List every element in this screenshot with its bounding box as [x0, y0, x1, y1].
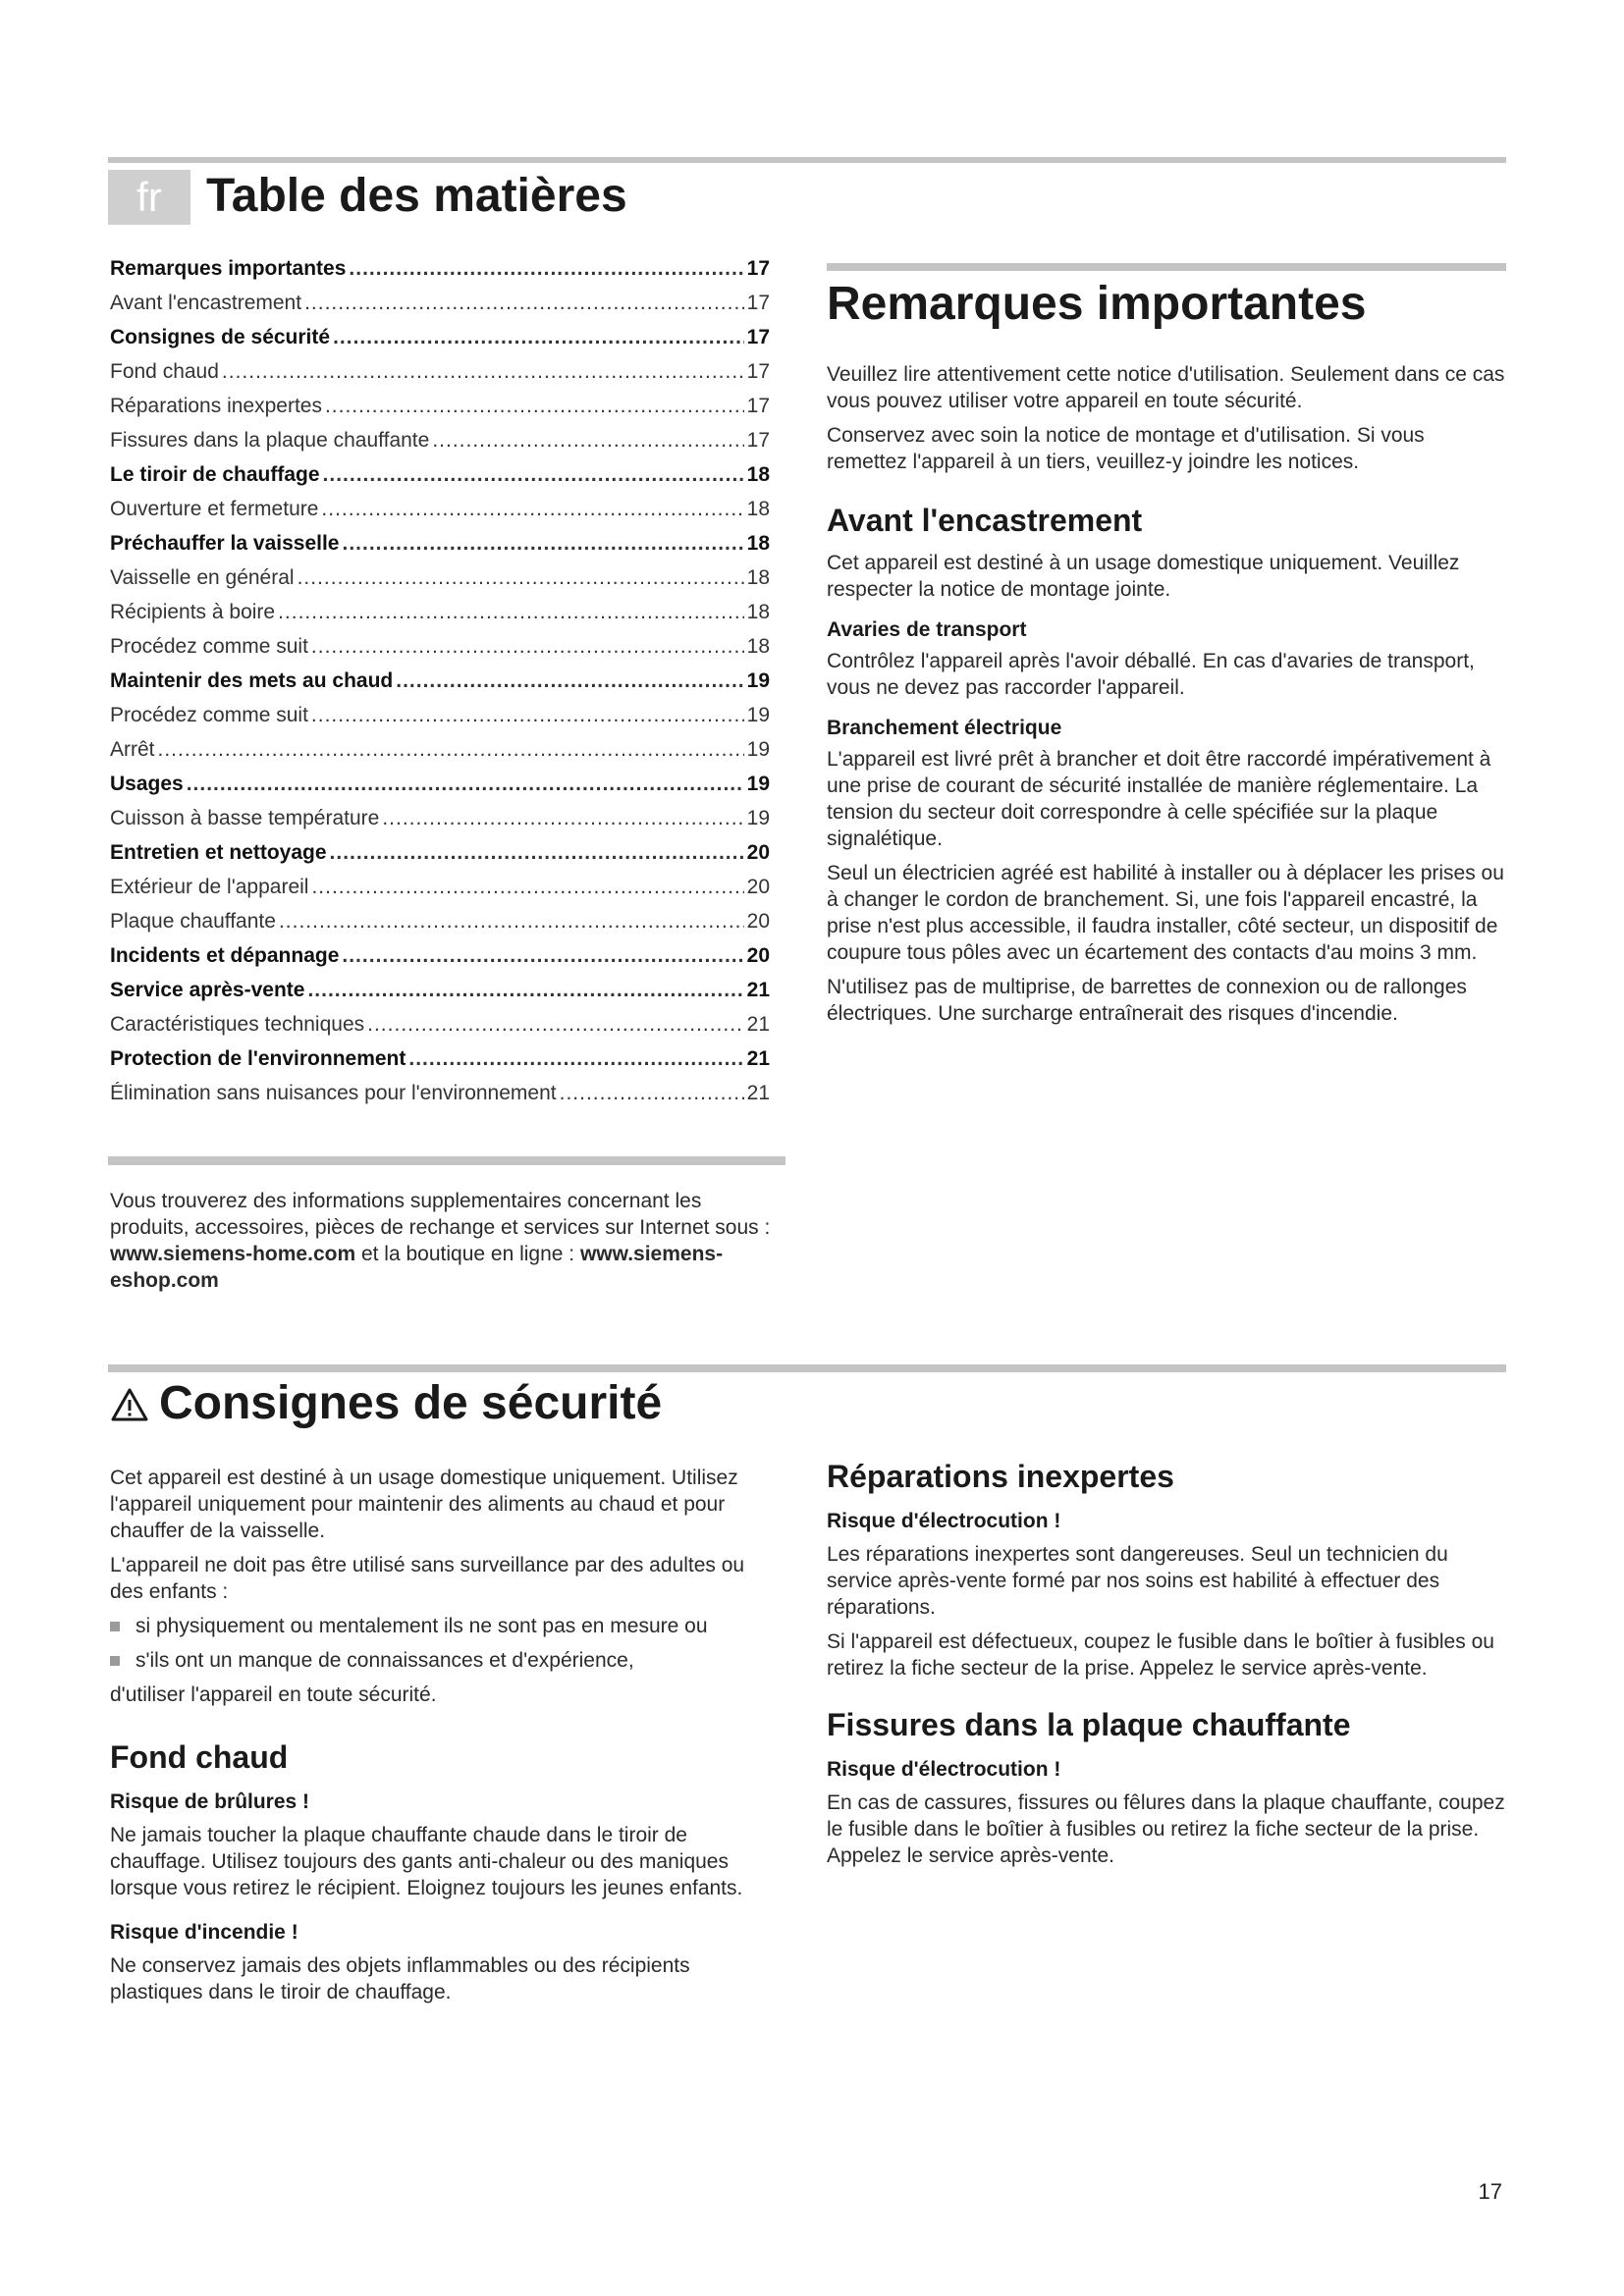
- toc-entry[interactable]: [110, 601, 770, 635]
- toc-entry-page: 19: [746, 773, 770, 795]
- toc-entry-page: 19: [746, 669, 770, 692]
- toc-title: Table des matières: [206, 170, 627, 222]
- toc-entry[interactable]: [110, 532, 770, 566]
- toc-entry-label: Avant l'encastrement: [110, 292, 302, 314]
- securite-left-column: [110, 1465, 778, 2013]
- toc-dot-leader: [222, 360, 744, 384]
- toc-entry[interactable]: [110, 773, 770, 807]
- toc-entry-label: Arrêt: [110, 738, 155, 761]
- toc-dot-leader: [408, 1047, 743, 1071]
- list-item: [110, 1613, 778, 1639]
- toc-entry[interactable]: [110, 979, 770, 1013]
- fissures-heading: Fissures dans la plaque chauffante: [827, 1707, 1351, 1742]
- website-link[interactable]: www.siemens-home.com: [110, 1243, 356, 1265]
- brulures-heading: Risque de brûlures !: [110, 1790, 310, 1813]
- branchement-paragraph-1: L'appareil est livré prêt à brancher et doit être raccordé impérativement à une prise de courant de sécurité installée de manière réglementaire. La tension du secteur doit correspondre à celle spécifiée sur la plaque signalétique.: [827, 748, 1491, 850]
- securite-rule: [108, 1364, 1506, 1372]
- toc-entry-page: 19: [746, 738, 770, 761]
- toc-entry[interactable]: [110, 566, 770, 601]
- electrocution-heading-2: Risque d'électrocution !: [827, 1758, 1061, 1781]
- avaries-paragraph: Contrôlez l'appareil après l'avoir déballé. En cas d'avaries de transport, vous ne devez pas raccorder l'appareil.: [827, 650, 1475, 699]
- incendie-heading: Risque d'incendie !: [110, 1921, 298, 1944]
- toc-dot-leader: [367, 1013, 744, 1037]
- remarques-rule: [827, 263, 1506, 271]
- securite-paragraph-1: Cet appareil est destiné à un usage domestique uniquement. Utilisez l'appareil uniquement pour maintenir des aliments au chaud et pour chauffer de la vaisselle.: [110, 1467, 738, 1542]
- toc-entry-label: Protection de l'environnement: [110, 1047, 406, 1070]
- toc-entry-label: Remarques importantes: [110, 257, 347, 280]
- toc-dot-leader: [330, 841, 744, 865]
- toc-dot-leader: [342, 532, 743, 556]
- remarques-title: Remarques importantes: [827, 278, 1367, 330]
- toc-dot-leader: [342, 944, 743, 968]
- toc-entry-label: Consignes de sécurité: [110, 326, 331, 348]
- toc-entry-page: 20: [746, 841, 770, 864]
- toc-entry[interactable]: [110, 463, 770, 498]
- language-badge: fr: [108, 170, 190, 225]
- top-rule: [108, 157, 1506, 163]
- reparations-paragraph-1: Les réparations inexpertes sont dangereuses. Seul un technicien du service après-vente formé par nos soins est habilité à effectuer des réparations.: [827, 1543, 1448, 1619]
- toc-entry[interactable]: [110, 910, 770, 944]
- toc-entry-label: Plaque chauffante: [110, 910, 276, 933]
- toc-entry[interactable]: [110, 1013, 770, 1047]
- toc-entry[interactable]: [110, 1082, 770, 1116]
- toc-entry[interactable]: [110, 841, 770, 876]
- toc-entry-label: Récipients à boire: [110, 601, 276, 623]
- toc-dot-leader: [158, 738, 744, 762]
- toc-entry-page: 17: [746, 395, 770, 417]
- toc-entry[interactable]: [110, 292, 770, 326]
- toc-entry-label: Entretien et nettoyage: [110, 841, 327, 864]
- list-item-text: s'ils ont un manque de connaissances et d'expérience,: [135, 1649, 634, 1672]
- brulures-paragraph: Ne jamais toucher la plaque chauffante chaude dans le tiroir de chauffage. Utilisez toujours des gants anti-chaleur ou des maniques lorsque vous retirez le récipient. Eloignez toujours les jeunes enfants.: [110, 1824, 743, 1899]
- toc-dot-leader: [321, 498, 743, 521]
- securite-paragraph-3: d'utiliser l'appareil en toute sécurité.: [110, 1683, 437, 1706]
- toc-dot-leader: [349, 257, 743, 281]
- toc-entry-page: 17: [746, 292, 770, 314]
- toc-entry-label: Service après-vente: [110, 979, 305, 1001]
- info-text-before: Vous trouverez des informations supplementaires concernant les produits, accessoires, pièces de rechange et services sur Internet sous :: [110, 1190, 771, 1239]
- toc-dot-leader: [325, 395, 744, 418]
- toc-dot-leader: [382, 807, 743, 830]
- toc-dot-leader: [333, 326, 744, 349]
- securite-paragraph-2: L'appareil ne doit pas être utilisé sans surveillance par des adultes ou des enfants :: [110, 1554, 745, 1603]
- reparations-paragraph-2: Si l'appareil est défectueux, coupez le fusible dans le boîtier à fusibles ou retirez la fiche secteur de la prise. Appelez le service après-vente.: [827, 1630, 1494, 1680]
- toc-entry[interactable]: [110, 876, 770, 910]
- toc-entry-label: Cuisson à basse température: [110, 807, 380, 829]
- toc-dot-leader: [307, 979, 743, 1002]
- toc-dot-leader: [311, 876, 743, 899]
- toc-entry[interactable]: [110, 257, 770, 292]
- securite-title: [110, 1374, 662, 1433]
- toc-entry-label: Le tiroir de chauffage: [110, 463, 320, 486]
- toc-entry-page: 18: [746, 635, 770, 658]
- toc-entry-page: 17: [746, 360, 770, 383]
- toc-entry-label: Préchauffer la vaisselle: [110, 532, 340, 555]
- avaries-heading: Avaries de transport: [827, 618, 1027, 641]
- electrocution-heading-1: Risque d'électrocution !: [827, 1510, 1061, 1532]
- bullet-square-icon: [110, 1656, 120, 1666]
- toc-dot-leader: [278, 601, 744, 624]
- page-number: 17: [1478, 2179, 1502, 2204]
- toc-entry-page: 18: [746, 498, 770, 520]
- remarques-paragraph-1: Veuillez lire attentivement cette notice d'utilisation. Seulement dans ce cas vous pouvez utiliser votre appareil en toute sécurité.: [827, 363, 1505, 412]
- toc-entry-page: 18: [746, 566, 770, 589]
- remarques-paragraph-2: Conservez avec soin la notice de montage et d'utilisation. Si vous remettez l'appareil à un tiers, veuillez-y joindre les notices.: [827, 424, 1425, 473]
- branchement-heading: Branchement électrique: [827, 717, 1062, 739]
- toc-entry-page: 20: [746, 944, 770, 967]
- toc-entry-page: 21: [746, 979, 770, 1001]
- toc-dot-leader: [323, 463, 744, 487]
- toc-entry-page: 18: [746, 601, 770, 623]
- branchement-paragraph-2: Seul un électricien agréé est habilité à installer ou à déplacer les prises ou à changer le cordon de branchement. Si, une fois l'appareil encastré, la prise n'est plus accessible, il faudra installer, côté secteur, un dispositif de coupure tous pôles avec un écartement des contacts d'au moins 3 mm.: [827, 862, 1504, 964]
- toc-entry-page: 20: [746, 876, 770, 898]
- eshop-link[interactable]: www.siemens-eshop.com: [110, 1243, 724, 1292]
- toc-entry-label: Maintenir des mets au chaud: [110, 669, 394, 692]
- toc-entry-label: Fissures dans la plaque chauffante: [110, 429, 430, 452]
- toc-bottom-rule: [108, 1156, 785, 1165]
- toc-entry[interactable]: [110, 669, 770, 704]
- toc-entry-label: Usages: [110, 773, 184, 795]
- toc-entry[interactable]: [110, 1047, 770, 1082]
- toc-entry-label: Vaisselle en général: [110, 566, 295, 589]
- toc-dot-leader: [187, 773, 744, 796]
- toc-dot-leader: [432, 429, 743, 453]
- toc-dot-leader: [279, 910, 744, 934]
- toc-entry[interactable]: [110, 738, 770, 773]
- info-block: [110, 1188, 778, 1302]
- toc-entry-label: Extérieur de l'appareil: [110, 876, 309, 898]
- list-item: [110, 1647, 778, 1674]
- avant-encastrement-paragraph: Cet appareil est destiné à un usage domestique uniquement. Veuillez respecter la notice de montage jointe.: [827, 552, 1460, 601]
- toc-dot-leader: [311, 704, 744, 727]
- toc-entry-label: Incidents et dépannage: [110, 944, 340, 967]
- toc-entry-label: Procédez comme suit: [110, 635, 308, 658]
- toc-entry-page: 17: [746, 429, 770, 452]
- reparations-heading: Réparations inexpertes: [827, 1459, 1174, 1494]
- securite-right-column: [827, 1457, 1506, 1877]
- toc-entry[interactable]: [110, 395, 770, 429]
- toc-entry-label: Fond chaud: [110, 360, 219, 383]
- fissures-paragraph: En cas de cassures, fissures ou fêlures dans la plaque chauffante, coupez le fusible dans le boîtier à fusibles ou retirez la fiche secteur de la prise. Appelez le service après-vente.: [827, 1791, 1505, 1867]
- toc-dot-leader: [298, 566, 744, 590]
- toc-entry[interactable]: [110, 944, 770, 979]
- table-of-contents: [110, 257, 770, 1116]
- toc-entry-page: 20: [746, 910, 770, 933]
- toc-entry[interactable]: [110, 704, 770, 738]
- incendie-paragraph: Ne conservez jamais des objets inflammables ou des récipients plastiques dans le tiroir de chauffage.: [110, 1954, 690, 2003]
- avant-encastrement-heading: Avant l'encastrement: [827, 503, 1143, 538]
- list-item-text: si physiquement ou mentalement ils ne sont pas en mesure ou: [135, 1615, 708, 1637]
- toc-entry-page: 19: [746, 807, 770, 829]
- securite-title-text: Consignes de sécurité: [159, 1377, 663, 1429]
- toc-entry[interactable]: [110, 360, 770, 395]
- toc-entry[interactable]: [110, 326, 770, 360]
- toc-entry-label: Réparations inexpertes: [110, 395, 322, 417]
- remarques-column: [827, 361, 1506, 1035]
- info-paragraph: [110, 1188, 778, 1294]
- toc-entry-label: Ouverture et fermeture: [110, 498, 319, 520]
- toc-entry-page: 17: [746, 257, 770, 280]
- toc-entry-page: 18: [746, 463, 770, 486]
- toc-dot-leader: [560, 1082, 744, 1105]
- toc-entry-page: 21: [746, 1013, 770, 1036]
- toc-dot-leader: [304, 292, 744, 315]
- toc-entry[interactable]: [110, 807, 770, 841]
- info-text-mid: et la boutique en ligne :: [355, 1243, 580, 1265]
- toc-entry-label: Élimination sans nuisances pour l'environnement: [110, 1082, 557, 1104]
- toc-entry-page: 21: [746, 1047, 770, 1070]
- toc-entry-page: 18: [746, 532, 770, 555]
- toc-dot-leader: [311, 635, 744, 659]
- toc-entry-label: Procédez comme suit: [110, 704, 308, 726]
- toc-entry[interactable]: [110, 498, 770, 532]
- toc-entry-page: 19: [746, 704, 770, 726]
- fond-chaud-heading: Fond chaud: [110, 1739, 289, 1775]
- toc-entry[interactable]: [110, 429, 770, 463]
- branchement-paragraph-3: N'utilisez pas de multiprise, de barrettes de connexion ou de rallonges électriques. Une surcharge entraînerait des risques d'incendie.: [827, 976, 1467, 1025]
- toc-entry-page: 21: [746, 1082, 770, 1104]
- toc-entry-page: 17: [746, 326, 770, 348]
- warning-icon: [110, 1387, 149, 1422]
- toc-entry-label: Caractéristiques techniques: [110, 1013, 365, 1036]
- bullet-square-icon: [110, 1622, 120, 1631]
- toc-entry[interactable]: [110, 635, 770, 669]
- toc-dot-leader: [396, 669, 743, 693]
